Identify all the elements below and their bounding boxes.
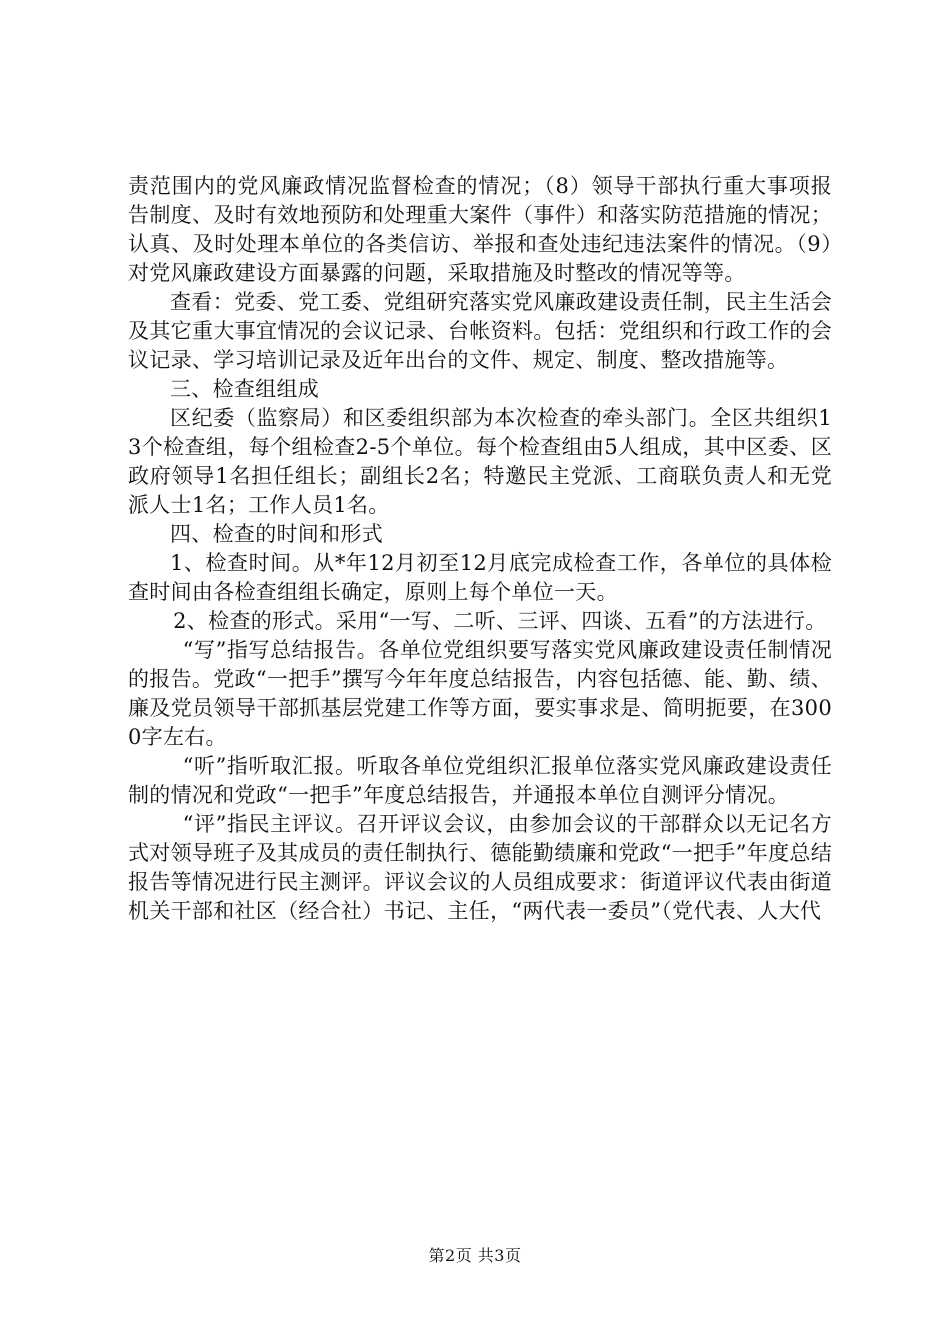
- section-heading-team-composition: 三、检查组组成: [170, 377, 320, 401]
- paragraph-inspection-time: 1、检查时间。从*年12月初至12月底完成检查工作，各单位的具体检查时间由各检查组组长确定，原则上每个单位一天。: [128, 551, 832, 604]
- paragraph-inspection-form: 2、检查的形式。采用“一写、二听、三评、四谈、五看”的方法进行。: [173, 609, 827, 633]
- paragraph-continued-checklist: 责范围内的党风廉政情况监督检查的情况；（8）领导干部执行重大事项报告制度、及时有效地预防和处理重大案件（事件）和落实防范措施的情况；认真、及时处理本单位的各类信访、举报和查处违纪违法案件的情况。（9）对党风廉政建设方面暴露的问题，采取措施及时整改的情况等等。: [128, 174, 832, 285]
- paragraph-team-composition: 区纪委（监察局）和区委组织部为本次检查的牵头部门。全区共组织13个检查组，每个组检查2-5个单位。每个检查组由5人组成，其中区委、区政府领导1名担任组长；副组长2名；特邀民主党派、工商联负责人和无党派人士1名；工作人员1名。: [128, 406, 832, 517]
- paragraph-inspection-records: 查看：党委、党工委、党组研究落实党风廉政建设责任制，民主生活会及其它重大事宜情况的会议记录、台帐资料。包括：党组织和行政工作的会议记录、学习培训记录及近年出台的文件、规定、制度、整改措施等。: [128, 290, 832, 372]
- paragraph-write-report: “写”指写总结报告。各单位党组织要写落实党风廉政建设责任制情况的报告。党政“一把手”撰写今年年度总结报告，内容包括德、能、勤、绩、廉及党员领导干部抓基层党建工作等方面，要实事求是、简明扼要，在3000字左右。: [128, 638, 832, 749]
- paragraph-democratic-review: “评”指民主评议。召开评议会议，由参加会议的干部群众以无记名方式对领导班子及其成员的责任制执行、德能勤绩廉和党政“一把手”年度总结报告等情况进行民主测评。评议会议的人员组成要求：街道评议代表由街道机关干部和社区（经合社）书记、主任，“两代表一委员”（党代表、人大代: [128, 812, 832, 923]
- paragraph-listen-report: “听”指听取汇报。听取各单位党组织汇报单位落实党风廉政建设责任制的情况和党政“一把手”年度总结报告，并通报本单位自测评分情况。: [128, 754, 832, 807]
- document-body: [128, 172, 832, 926]
- page-number-footer: 第2页 共3页: [428, 1246, 522, 1265]
- section-heading-time-and-form: 四、检查的时间和形式: [170, 522, 383, 546]
